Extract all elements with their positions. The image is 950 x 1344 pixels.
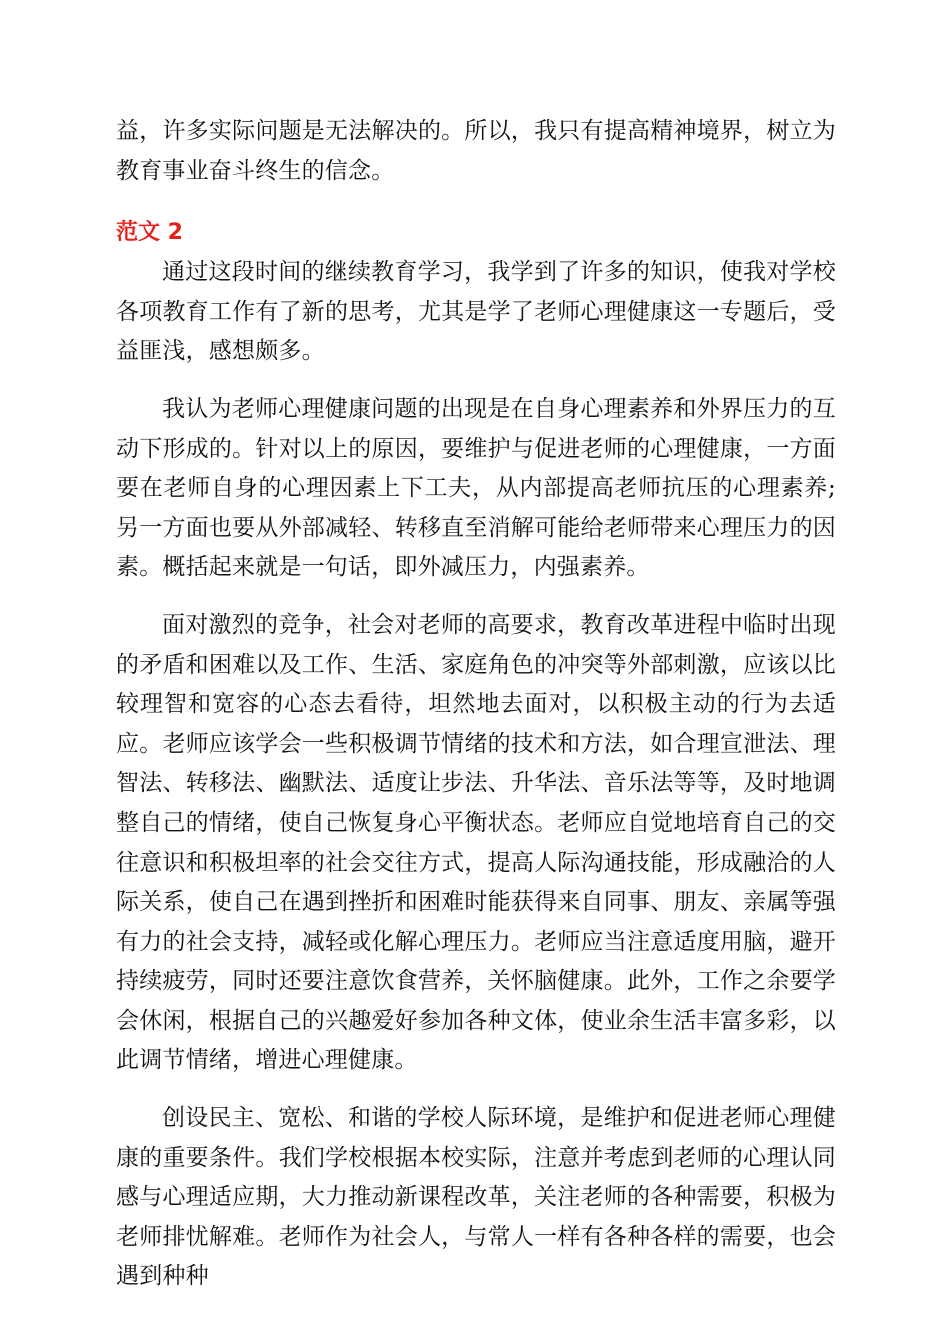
document-page	[116, 112, 836, 1297]
continuation-paragraph: 益，许多实际问题是无法解决的。所以，我只有提高精神境界，树立为教育事业奋斗终生的信念。	[116, 118, 836, 184]
body-paragraph: 通过这段时间的继续教育学习，我学到了许多的知识，使我对学校各项教育工作有了新的思考，尤其是学了老师心理健康这一专题后，受益匪浅，感想颇多。	[116, 259, 836, 365]
body-paragraph: 面对激烈的竞争，社会对老师的高要求，教育改革进程中临时出现的矛盾和困难以及工作、生活、家庭角色的冲突等外部刺激，应该以比较理智和宽容的心态去看待，坦然地去面对，以积极主动的行为去适应。老师应该学会一些积极调节情绪的技术和方法，如合理宣泄法、理智法、转移法、幽默法、适度让步法、升华法、音乐法等等，及时地调整自己的情绪，使自己恢复身心平衡状态。老师应自觉地培育自己的交往意识和积极坦率的社会交往方式，提高人际沟通技能，形成融洽的人际关系，使自己在遇到挫折和困难时能获得来自同事、朋友、亲属等强有力的社会支持，减轻或化解心理压力。老师应当注意适度用脑，避开持续疲劳，同时还要注意饮食营养，关怀脑健康。此外，工作之余要学会休闲，根据自己的兴趣爱好参加各种文体，使业余生活丰富多彩，以此调节情绪，增进心理健康。	[116, 611, 836, 1074]
body-paragraph: 创设民主、宽松、和谐的学校人际环境，是维护和促进老师心理健康的重要条件。我们学校根据本校实际，注意并考虑到老师的心理认同感与心理适应期，大力推动新课程改革，关注老师的各种需要，积极为老师排忧解难。老师作为社会人，与常人一样有各种各样的需要，也会遇到种种	[116, 1105, 836, 1290]
body-paragraph: 我认为老师心理健康问题的出现是在自身心理素养和外界压力的互动下形成的。针对以上的原因，要维护与促进老师的心理健康，一方面要在老师自身的心理因素上下工夫，从内部提高老师抗压的心理素养;另一方面也要从外部减轻、转移直至消解可能给老师带来心理压力的因素。概括起来就是一句话，即外减压力，内强素养。	[116, 395, 836, 581]
section-heading: 范文 2	[116, 220, 183, 246]
